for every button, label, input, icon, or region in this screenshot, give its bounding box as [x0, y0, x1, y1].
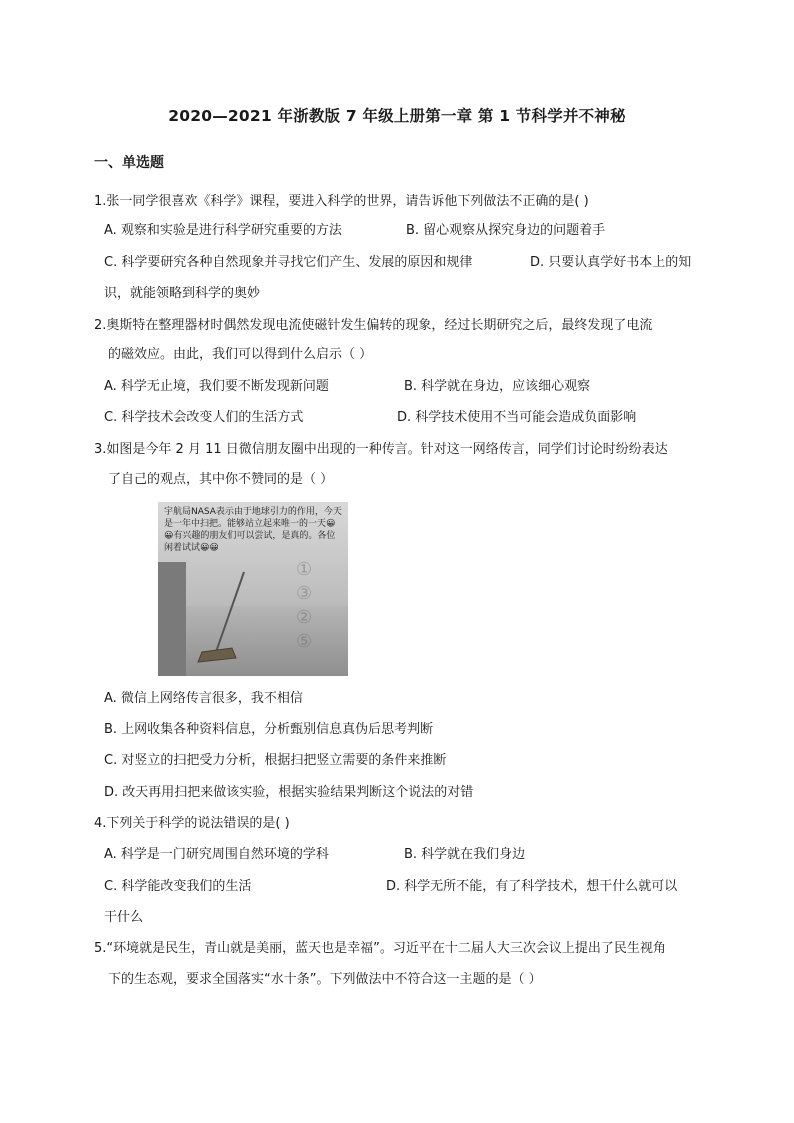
question-4-stem: 4.下列关于科学的说法错误的是( ) [94, 816, 290, 831]
question-1-stem: 1.张一同学很喜欢《科学》课程，要进入科学的世界，请告诉他下列做法不正确的是( ) [94, 194, 589, 209]
question-3-stem-cont: 了自己的观点，其中你不赞同的是（ ） [108, 472, 334, 487]
question-5-stem-cont: 下的生态观，要求全国落实“水十条”。下列做法中不符合这一主题的是（ ） [108, 972, 542, 987]
question-4-option-b: B. 科学就在我们身边 [404, 847, 526, 862]
document-title: 2020—2021 年浙教版 7 年级上册第一章 第 1 节科学并不神秘 [168, 107, 626, 125]
question-3-option-b: B. 上网收集各种资料信息，分析甄别信息真伪后思考判断 [104, 722, 434, 737]
question-1-option-d-cont: 识，就能领略到科学的奥妙 [104, 286, 261, 301]
question-2-option-b: B. 科学就在身边，应该细心观察 [404, 379, 591, 394]
question-4-option-d: D. 科学无所不能，有了科学技术，想干什么就可以 [386, 879, 678, 894]
question-3-stem: 3.如图是今年 2 月 11 日微信朋友圈中出现的一种传言。针对这一网络传言，同学们讨论时纷纷表达 [94, 442, 668, 457]
question-3-option-a: A. 微信上网络传言很多，我不相信 [104, 691, 303, 706]
question-2-stem-cont: 的磁效应。由此，我们可以得到什么启示（ ） [108, 347, 373, 362]
question-3-option-c: C. 对竖立的扫把受力分析，根据扫把竖立需要的条件来推断 [104, 753, 447, 768]
section-heading: 一、单选题 [94, 155, 164, 171]
question-1-option-b: B. 留心观察从探究身边的问题着手 [406, 223, 606, 238]
question-2-option-c: C. 科学技术会改变人们的生活方式 [104, 410, 304, 425]
question-3-photo [158, 502, 348, 676]
question-5-stem: 5.“环境就是民生，青山就是美丽，蓝天也是幸福”。习近平在十二届人大三次会议上提出了民生视角 [94, 941, 666, 956]
question-4-option-a: A. 科学是一门研究周围自然环境的学科 [104, 847, 329, 862]
question-2-stem: 2.奥斯特在整理器材时偶然发现电流使磁针发生偏转的现象，经过长期研究之后，最终发现了电流 [94, 318, 653, 333]
question-2-option-a: A. 科学无止境，我们要不断发现新问题 [104, 379, 329, 394]
question-4-option-c: C. 科学能改变我们的生活 [104, 879, 252, 894]
photo-background-text: ① ③ ② ⑤ [296, 559, 313, 652]
question-2-option-d: D. 科学技术使用不当可能会造成负面影响 [397, 410, 637, 425]
question-1-option-a: A. 观察和实验是进行科学研究重要的方法 [104, 223, 342, 238]
photo-caption: 宇航局NASA表示由于地球引力的作用，今天是一年中扫把。能够站立起来唯一的一天😀😀有兴趣的朋友们可以尝试，是真的。各位闲着试试😀😀 [164, 507, 342, 553]
question-3-option-d: D. 改天再用扫把来做该实验，根据实验结果判断这个说法的对错 [104, 785, 474, 800]
question-1-option-c: C. 科学要研究各种自然现象并寻找它们产生、发展的原因和规律 [104, 255, 473, 270]
question-4-option-d-cont: 干什么 [104, 910, 144, 925]
question-1-option-d: D. 只要认真学好书本上的知 [530, 255, 692, 270]
